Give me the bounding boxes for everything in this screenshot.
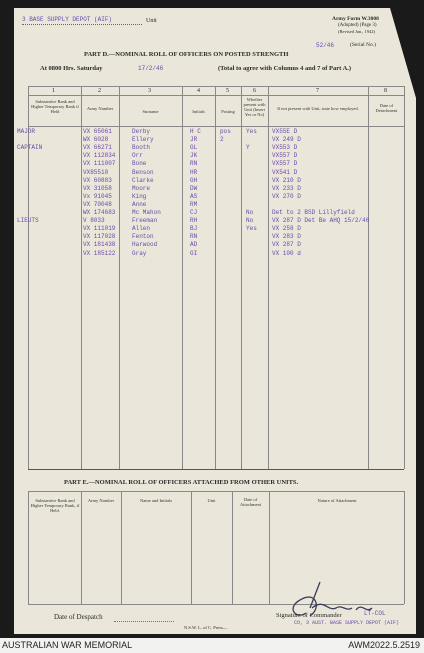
row-initials: CJ	[190, 209, 198, 216]
caption-source: AUSTRALIAN WAR MEMORIAL	[2, 640, 133, 650]
row-present: Yes	[246, 128, 257, 135]
row-initials: AS	[190, 192, 198, 200]
caption-accession: AWM2022.5.2519	[348, 640, 420, 650]
at-hours-label: At 0800 Hrs. Saturday	[40, 65, 103, 72]
row-initials: GL	[190, 144, 198, 152]
part-e-top-border	[28, 491, 404, 492]
col-num-6: 6	[253, 88, 256, 94]
revised-label: (Revised Jan., 1942)	[338, 29, 375, 34]
row-present: Y	[246, 144, 250, 152]
col-num-4: 4	[197, 88, 200, 94]
row-employed: VX 249 D	[272, 136, 301, 144]
e-header-unit: Unit	[207, 498, 216, 503]
part-d-title: PART D.—NOMINAL ROLL OF OFFICERS ON POSTED STRENGTH	[84, 51, 289, 58]
header-present: Whether present with Unit (Insert Yes or No)	[243, 97, 266, 117]
row-number: WX 174683	[83, 209, 116, 216]
row-present: Yes	[246, 225, 257, 233]
row-surname: Anne	[132, 200, 147, 208]
row-initials: DW	[190, 184, 198, 192]
header-employed: If not present with Unit, state how employed.	[277, 106, 359, 111]
row-initials: RN	[190, 160, 198, 168]
row-employed: VX 287 D Det Be AHQ 15/2/46	[272, 217, 370, 225]
col-line-6	[268, 86, 269, 469]
col-num-2: 2	[98, 88, 101, 94]
unit-underline	[22, 24, 142, 25]
col-num-5: 5	[226, 88, 229, 94]
row-employed: VX55E D	[272, 128, 298, 135]
row-surname: Clarke	[132, 176, 154, 184]
row-surname: Derby	[132, 128, 151, 135]
row-initials: JR	[190, 136, 198, 144]
row-surname: Freeman	[132, 217, 158, 225]
folded-corner	[390, 8, 416, 98]
row-number: VX 117028	[83, 233, 116, 241]
col-line-7	[368, 86, 369, 469]
row-number: WX 6028	[83, 136, 109, 144]
row-surname: Harwood	[132, 241, 158, 249]
row-rank: MAJOR	[17, 128, 36, 135]
printer-label: N.S.W. L. of C. Press—	[184, 625, 228, 630]
row-number: VX 66271	[83, 144, 112, 152]
col-line-2	[119, 86, 120, 469]
row-present: No	[246, 209, 254, 216]
row-number: VX 65061	[83, 128, 112, 135]
row-employed: VX 100 d	[272, 249, 301, 257]
col-line-1	[81, 86, 82, 469]
signature-stamp: CO, 3 AUST. BASE SUPPLY DEPOT (AIF)	[294, 620, 400, 626]
row-surname: Booth	[132, 144, 151, 152]
col-line-4	[215, 86, 216, 469]
row-employed: VX553 D	[272, 144, 298, 152]
row-employed: VX 283 D	[272, 233, 301, 241]
e-col-line-2	[121, 491, 122, 604]
row-initials: RM	[190, 200, 198, 208]
e-header-rank: Substantive Rank and Higher Temporary Rank, if Held.	[30, 498, 80, 513]
row-initials: H C	[190, 128, 201, 135]
row-initials: AD	[190, 241, 198, 249]
header-initials: Initials	[192, 109, 205, 114]
row-posting: pos	[220, 128, 231, 135]
col-line-8	[404, 86, 405, 469]
col-num-1: 1	[52, 88, 55, 94]
row-surname: Orr	[132, 152, 143, 160]
row-surname: Moore	[132, 184, 151, 192]
row-initials: BJ	[190, 225, 198, 233]
row-posting: 2	[220, 136, 224, 144]
row-employed: VX 258 D	[272, 225, 301, 233]
row-employed: Det to 2 BSD Lillyfield	[272, 209, 355, 216]
archive-caption	[0, 638, 424, 653]
row-number: VX85510	[83, 168, 109, 176]
header-date-detachment: Date of Detachment	[375, 103, 398, 113]
row-surname: Fenton	[132, 233, 154, 241]
row-initials: JK	[190, 152, 198, 160]
row-initials: GI	[190, 249, 198, 257]
e-col-line-1	[81, 491, 82, 604]
e-header-name: Name and Initials	[140, 498, 172, 503]
row-employed: VX541 D	[272, 168, 298, 176]
row-number: VX 31058	[83, 184, 112, 192]
row-number: VX 70048	[83, 200, 112, 208]
row-employed: VX 287 D	[272, 241, 301, 249]
row-surname: Bone	[132, 160, 147, 168]
row-present: No	[246, 217, 254, 225]
row-rank: LIEUTS	[17, 217, 39, 225]
row-number: VX 112834	[83, 152, 116, 160]
despatch-dotted-line	[114, 621, 174, 622]
col-line-3	[182, 86, 183, 469]
row-surname: Allen	[132, 225, 151, 233]
row-surname: Gray	[132, 249, 147, 257]
row-number: VX 111007	[83, 160, 116, 168]
part-d-bottom-border	[28, 469, 404, 470]
table-top-border	[28, 86, 404, 87]
unit-label: Unit	[146, 18, 157, 24]
adopted-label: (Adopted) (Page 3)	[338, 23, 377, 28]
row-rank: CAPTAIN	[17, 144, 43, 152]
header-bottom-border	[28, 126, 404, 127]
e-header-date: Date of Attachment	[240, 497, 261, 507]
row-employed: VX 233 D	[272, 184, 301, 192]
row-surname: Benson	[132, 168, 154, 176]
e-col-line-6	[404, 491, 405, 604]
e-col-line-0	[28, 491, 29, 604]
header-posting: Posting	[221, 109, 235, 114]
row-surname: Ellery	[132, 136, 154, 144]
row-number: VX 111019	[83, 225, 116, 233]
date-of-despatch-label: Date of Despatch	[54, 613, 103, 621]
col-num-7: 7	[316, 88, 319, 94]
total-note: (Total to agree with Columns 4 and 7 of Part A.)	[218, 65, 352, 72]
header-army-number: Army Number	[86, 106, 114, 111]
row-number: VX 181438	[83, 241, 116, 249]
signature-rank-typed: LT-COL	[364, 610, 386, 617]
row-initials: GH	[190, 176, 198, 184]
part-e-title: PART E.—NOMINAL ROLL OF OFFICERS ATTACHED FROM OTHER UNITS.	[64, 479, 299, 486]
row-surname: Mc Mahon	[132, 209, 161, 216]
row-surname: King	[132, 192, 147, 200]
col-number-divider	[28, 95, 404, 96]
e-col-line-3	[191, 491, 192, 604]
row-number: VX 60883	[83, 176, 112, 184]
header-rank: Substantive Rank and Higher Temporary Rank if Held	[31, 99, 79, 114]
unit-typed: 3 BASE SUPPLY DEPOT (AIF)	[22, 16, 113, 23]
row-employed: VX 210 D	[272, 176, 301, 184]
e-col-line-4	[232, 491, 233, 604]
signature-label: Signature of Commander	[276, 612, 342, 619]
row-initials: HR	[190, 168, 198, 176]
row-initials: RH	[190, 217, 198, 225]
header-surname: Surname	[142, 109, 159, 114]
date-typed: 17/2/46	[138, 65, 164, 72]
row-number: V 8033	[83, 217, 105, 225]
row-number: VX 185122	[83, 249, 116, 257]
row-number: Vx 91045	[83, 192, 112, 200]
serial-typed: 52/46	[316, 42, 335, 49]
e-col-line-5	[269, 491, 270, 604]
army-form-label: Army Form W.3008	[332, 16, 379, 22]
col-num-3: 3	[148, 88, 151, 94]
row-initials: RN	[190, 233, 198, 241]
e-header-nature: Nature of Attachment	[317, 498, 357, 503]
serial-label: (Serial No.)	[350, 42, 376, 48]
e-header-army-number: Army Number	[87, 498, 115, 503]
row-employed: VX 270 D	[272, 192, 301, 200]
col-line-5	[241, 86, 242, 469]
row-employed: VX557 D	[272, 152, 298, 160]
col-num-8: 8	[384, 88, 387, 94]
row-employed: VX557 D	[272, 160, 298, 168]
document-page	[14, 8, 416, 634]
